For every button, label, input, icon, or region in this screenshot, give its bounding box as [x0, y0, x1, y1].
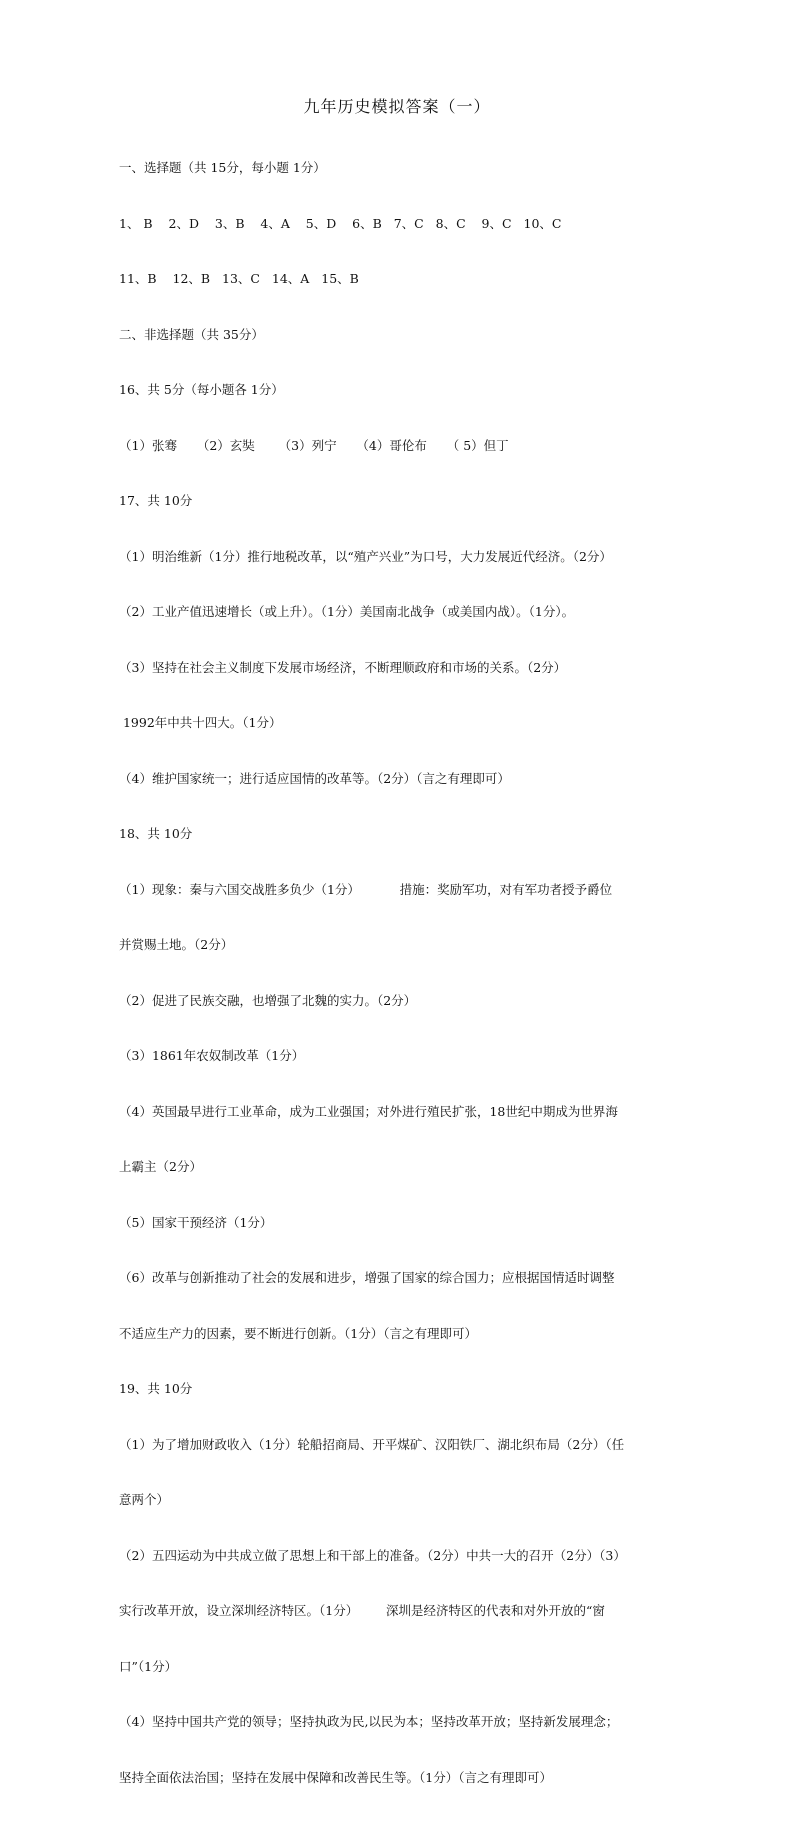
answer-line: （2）促进了民族交融，也增强了北魏的实力。（2分）	[119, 992, 417, 1008]
answer-content	[119, 122, 679, 1824]
answer-line: （5）国家干预经济（1分）	[119, 1214, 273, 1230]
answer-line: （1）张骞 （2）玄奘 （3）列宁 （4）哥伦布 （ 5）但丁	[119, 437, 509, 453]
answer-line: （3）1861年农奴制改革（1分）	[119, 1048, 305, 1063]
answer-line: 11、B 12、B 13、C 14、A 15、B	[119, 271, 359, 286]
answer-line: 不适应生产力的因素，要不断进行创新。（1分）（言之有理即可）	[119, 1325, 477, 1341]
answer-line: （1）现象：秦与六国交战胜多负少（1分） 措施：奖励军功，对有军功者授予爵位	[119, 881, 613, 897]
answer-line: （2）工业产值迅速增长（或上升）。（1分）美国南北战争（或美国内战）。（1分）。	[119, 604, 575, 619]
section-heading-nonchoice: 二、非选择题（共 35分）	[119, 326, 264, 342]
answer-line: 实行改革开放，设立深圳经济特区。（1分） 深圳是经济特区的代表和对外开放的“窗	[119, 1603, 605, 1618]
answer-line: 意两个）	[119, 1492, 170, 1507]
answer-line: （3）坚持在社会主义制度下发展市场经济，不断理顺政府和市场的关系。（2分）	[119, 659, 567, 675]
answer-line: 上霸主（2分）	[119, 1159, 202, 1174]
question-heading: 19、共 10分	[119, 1381, 193, 1396]
answer-line: 坚持全面依法治国；坚持在发展中保障和改善民生等。（1分）（言之有理即可）	[119, 1769, 552, 1785]
section-heading-choice: 一、选择题（共 15分，每小题 1分）	[119, 160, 326, 175]
answer-line: （1）为了增加财政收入（1分）轮船招商局、开平煤矿、汉阳铁厂、湖北织布局（2分）（任	[119, 1436, 625, 1452]
answer-line: 1992年中共十四大。（1分）	[119, 715, 282, 730]
answer-line: （1）明治维新（1分）推行地税改革，以“殖产兴业”为口号，大力发展近代经济。（2分）	[119, 548, 612, 564]
answer-line: （2）五四运动为中共成立做了思想上和干部上的准备。（2分）中共一大的召开（2分）（3）	[119, 1547, 626, 1563]
page-title: 九年历史模拟答案（一）	[303, 97, 491, 116]
answer-line: 1、 B 2、D 3、B 4、A 5、D 6、B 7、C 8、C 9、C 10、C	[119, 215, 562, 231]
answer-line: （4）坚持中国共产党的领导；坚持执政为民,以民为本；坚持改革开放；坚持新发展理念；	[119, 1714, 619, 1729]
answer-line: 口”（1分）	[119, 1658, 178, 1674]
answer-line: 并赏赐土地。（2分）	[119, 937, 234, 952]
question-heading: 18、共 10分	[119, 826, 193, 841]
answer-line: （4）维护国家统一；进行适应国情的改革等。（2分）（言之有理即可）	[119, 770, 510, 786]
answer-line: （6）改革与创新推动了社会的发展和进步，增强了国家的综合国力；应根据国情适时调整	[119, 1270, 615, 1285]
question-heading: 17、共 10分	[119, 493, 193, 508]
question-heading: 16、共 5分（每小题各 1分）	[119, 382, 284, 397]
answer-line: （4）英国最早进行工业革命，成为工业强国；对外进行殖民扩张，18世纪中期成为世界海	[119, 1103, 618, 1119]
